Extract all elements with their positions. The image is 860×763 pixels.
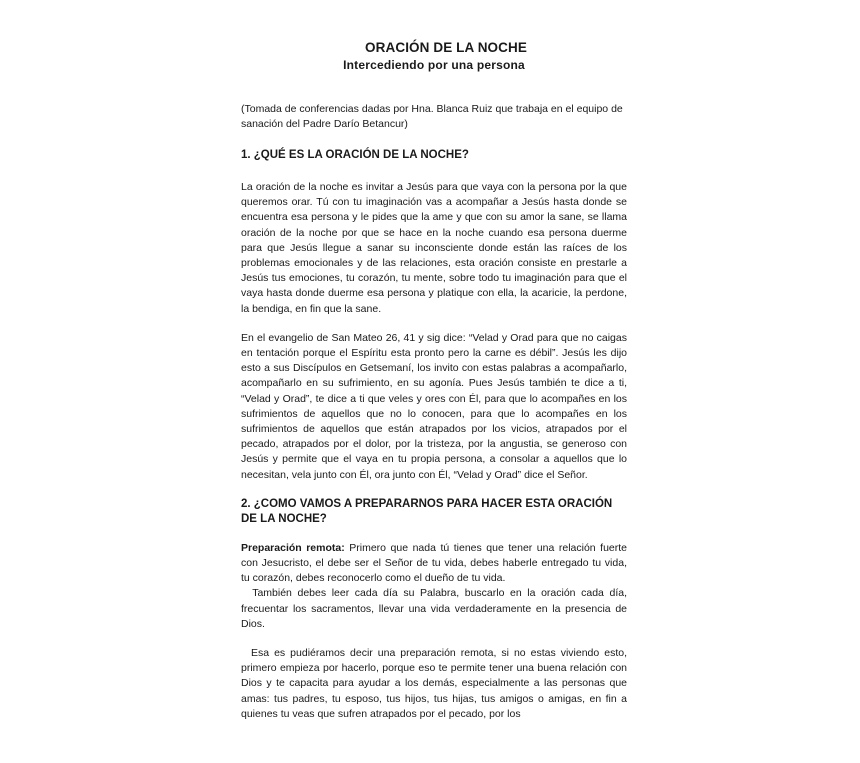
section-2-lead: Preparación remota: (241, 541, 345, 554)
section-2-paragraph-3: Esa es pudiéramos decir una preparación remota, si no estas viviendo esto, primero empieza por hacerlo, porque eso te permite tener una buena relación con Dios y te capacita para ayudar a los demás, especialmente a las personas que amas: tus padres, tu esposo, tus hijos, tus hijas, tus amigos o amigas, en fin a quienes tu veas que sufren atrapados por el pecado, por los (241, 647, 630, 720)
section-2-paragraph-1 (241, 541, 627, 587)
section-1-heading: 1. ¿QUÉ ES LA ORACIÓN DE LA NOCHE? (241, 149, 469, 161)
section-2-heading: 2. ¿COMO VAMOS A PREPARARNOS PARA HACER ESTA ORACIÓN DE LA NOCHE? (241, 497, 613, 525)
section-1-paragraph-2: En el evangelio de San Mateo 26, 41 y sig dice: “Velad y Orad para que no caigas en tentación porque el Espíritu esta pronto pero la carne es débil”. Jesús les dijo esto a sus Discípulos en Getsemaní, los invito con estas palabras a acompañarlo, acompañarlo en su sufrimiento, en su agonía. Pues Jesús también te dice a ti, “Velad y Orad”, te dice a ti que veles y ores con Él, para que lo acompañes en los sufrimientos de aquellos que no lo conocen, para que lo acompañes en los sufrimientos de aquellos que están atrapados por los vicios, atrapados por el pecado, atrapados por el dolor, por la tristeza, por la angustia, se generoso con Jesús y permite que el vaya en tu propia persona, a consolar a aquellos que lo necesitan, vela junto con Él, ora junto con Él, “Velad y Orad” dice el Señor. (241, 331, 627, 481)
section-2-paragraph-1-text: Primero que nada tú tienes que tener una relación fuerte con Jesucristo, el debe ser el Señor de tu vida, debes haberle entregado tu vida, tu corazón, debes reconocerlo como el dueño de tu vida. (241, 541, 627, 585)
section-2-paragraph-2: También debes leer cada día su Palabra, buscarlo en la oración cada día, frecuentar los sacramentos, llevar una vida verdaderamente en la presencia de Dios. (241, 587, 630, 630)
document-title: ORACIÓN DE LA NOCHE (365, 40, 527, 55)
document-body (241, 38, 630, 722)
document-subtitle: Intercediendo por una persona (343, 58, 525, 72)
intro-note: (Tomada de conferencias dadas por Hna. Blanca Ruiz que trabaja en el equipo de sanación del Padre Darío Betancur) (241, 103, 623, 130)
section-1-paragraph-1: La oración de la noche es invitar a Jesús para que vaya con la persona por la que queremos orar. Tú con tu imaginación vas a acompañar a Jesús hasta donde se encuentra esa persona y le pides que la ame y que con su amor la sane, se llama oración de la noche por que se hace en la noche cuando esa persona duerme para que Jesús llegue a sanar su inconsciente donde están las raíces de los problemas emocionales y de las relaciones, esta oración consiste en prestarle a Jesús tus emociones, tu corazón, tu mente, sobre todo tu imaginación para que el vaya hasta donde duerme esa persona y platique con ella, la acaricie, la perdone, la bendiga, en fin que la sane. (241, 181, 627, 315)
